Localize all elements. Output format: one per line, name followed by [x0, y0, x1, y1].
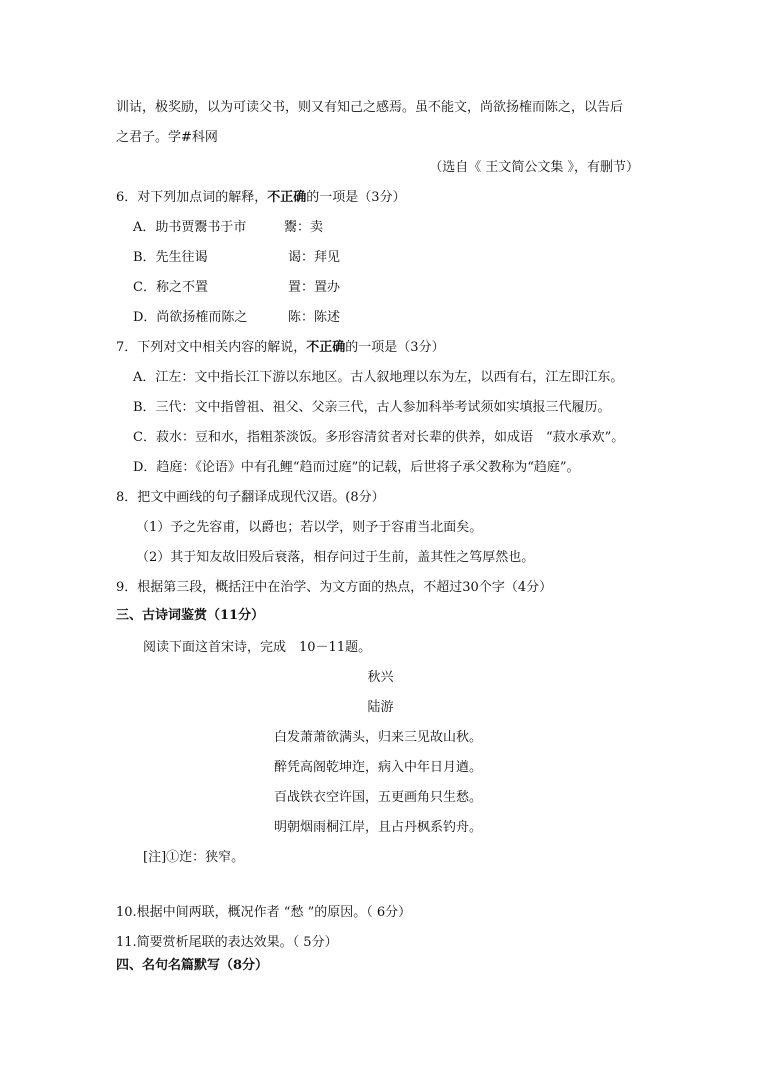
q7-option-a: A．江左：文中指长江下游以东地区。古人叙地理以东为左，以西有右，江左即江东。	[133, 370, 624, 385]
q6-option-c: C．称之不置	[133, 280, 208, 295]
q6-stem-emphasis: 不正确	[267, 190, 307, 205]
q6-stem-pre: 6．对下列加点词的解释，	[116, 190, 268, 205]
q7-option-d: D．趋庭：《论语》中有孔鲤“趋而过庭”的记载，后世将子承父教称为“趋庭”。	[133, 460, 580, 475]
passage-line-2: 之君子。学#科网	[116, 130, 218, 145]
q6-option-d: D．尚欲扬榷而陈之	[133, 310, 248, 325]
source-citation: （选自《 王文简公文集 》，有删节）	[429, 160, 639, 175]
q6-option-a-gloss: 鬻：卖	[284, 220, 324, 235]
q7-option-b: B．三代：文中指曾祖、祖父、父亲三代，古人参加科举考试须如实填报三代履历。	[133, 400, 611, 415]
poem-line-1: 白发萧萧欲满头，归来三见故山秋。	[274, 730, 483, 745]
q7-stem	[116, 339, 445, 357]
q7-stem-post: 的一项是（3分）	[345, 340, 445, 355]
q6-option-b: B．先生往谒	[133, 250, 208, 265]
section-4-title: 四、名句名篇默写（8分）	[116, 958, 269, 973]
q6-option-a: A．助书贾鬻书于市	[133, 220, 247, 235]
q8-item-2: （2）其于知友故旧殁后衰落，相存问过于生前，盖其性之笃厚然也。	[136, 550, 535, 565]
q11-stem: 11.简要赏析尾联的表达效果。（ 5分）	[116, 935, 338, 950]
q10-stem: 10.根据中间两联，概况作者 “愁 ”的原因。（ 6分）	[116, 905, 412, 920]
q8-item-1: （1）予之先容甫，以爵也；若以学，则予于容甫当北面矣。	[136, 520, 483, 535]
q6-option-b-gloss: 谒：拜见	[288, 250, 341, 265]
q6-stem-post: 的一项是（3分）	[306, 190, 406, 205]
section-3-instruction: 阅读下面这首宋诗，完成 10－11题。	[143, 640, 372, 655]
poem-note: [注]①迮：狭窄。	[143, 850, 245, 865]
poem-author: 陆游	[367, 700, 394, 715]
q7-stem-emphasis: 不正确	[306, 340, 346, 355]
q8-stem: 8．把文中画线的句子翻译成现代汉语。(8分）	[116, 490, 385, 505]
q6-option-c-gloss: 置：置办	[288, 280, 341, 295]
section-3-title: 三、古诗词鉴赏（11分）	[116, 608, 265, 623]
q6-stem	[116, 189, 406, 207]
poem-title: 秋兴	[367, 670, 394, 685]
q9-stem: 9．根据第三段，概括汪中在治学、为文方面的热点，不超过30个字（4分）	[116, 580, 553, 595]
q7-option-c: C．菽水：豆和水，指粗茶淡饭。多形容清贫者对长辈的供养，如成语 “菽水承欢”。	[133, 430, 625, 445]
q7-stem-pre: 7．下列对文中相关内容的解说，	[116, 340, 307, 355]
passage-line-1: 训诂，极奖励，以为可读父书，则又有知己之感焉。虽不能文，尚欲扬榷而陈之，以告后	[116, 100, 624, 115]
poem-line-3: 百战铁衣空许国，五更画角只生愁。	[274, 790, 483, 805]
poem-line-2: 醉凭高阁乾坤迮，病入中年日月遒。	[274, 760, 483, 775]
q6-option-d-gloss: 陈：陈述	[288, 310, 341, 325]
poem-line-4: 明朝烟雨桐江岸，且占丹枫系钓舟。	[274, 820, 483, 835]
